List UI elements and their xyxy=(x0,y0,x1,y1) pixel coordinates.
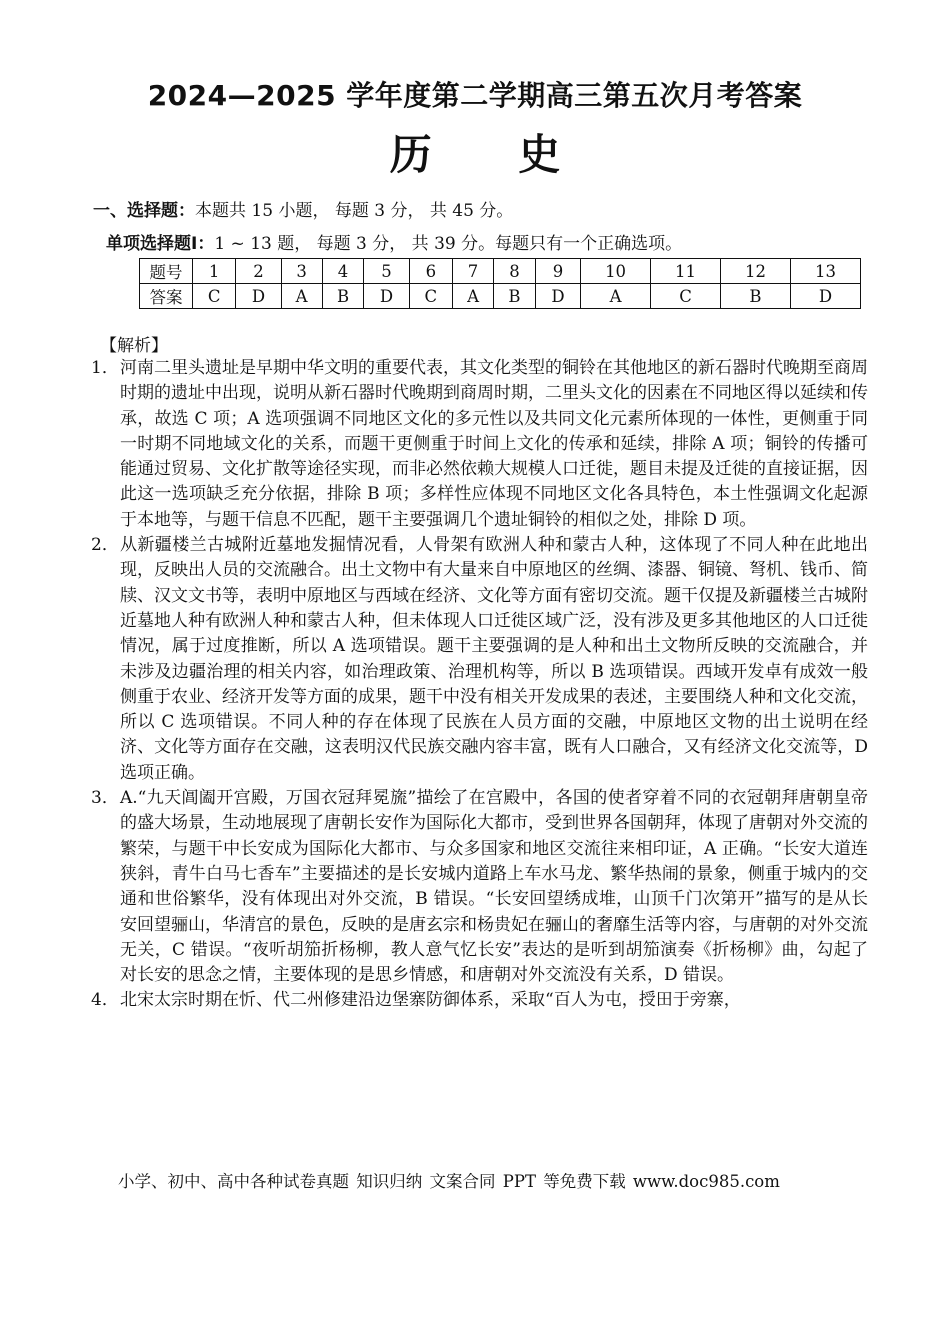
answer-cell: A xyxy=(452,284,493,309)
question-number: 4 xyxy=(322,259,364,284)
answer-cell: D xyxy=(364,284,409,309)
answer-table xyxy=(139,258,861,309)
answer-cell: D xyxy=(535,284,580,309)
answer-cell: C xyxy=(409,284,452,309)
analysis-item xyxy=(88,533,868,786)
question-number: 1 xyxy=(193,259,236,284)
page-title: 2024—2025 学年度第二学期高三第五次月考答案 xyxy=(147,79,803,112)
analysis-heading: 【解析】 xyxy=(100,336,168,356)
section-heading xyxy=(93,196,513,221)
item-number: 2． xyxy=(91,535,119,556)
question-number: 9 xyxy=(535,259,580,284)
answer-cell: B xyxy=(494,284,536,309)
answer-cell: C xyxy=(651,284,721,309)
question-number: 13 xyxy=(790,259,860,284)
question-number: 10 xyxy=(581,259,651,284)
question-number: 2 xyxy=(236,259,281,284)
analysis-item xyxy=(88,356,868,533)
subject-title: 历 史 xyxy=(389,130,597,179)
row-header-number: 题号 xyxy=(140,259,193,284)
page-footer: 小学、初中、高中各种试卷真题 知识归纳 文案合同 PPT 等免费下载 www.doc985.com xyxy=(118,1172,780,1191)
question-number: 8 xyxy=(494,259,536,284)
answer-cell: A xyxy=(281,284,322,309)
subsection-label: 单项选择题Ⅰ： xyxy=(106,234,215,254)
question-number-row xyxy=(140,259,861,284)
question-number: 11 xyxy=(651,259,721,284)
item-text: 从新疆楼兰古城附近墓地发掘情况看，人骨架有欧洲人种和蒙古人种，这体现了不同人种在此地出现，反映出人员的交流融合。出土文物中有大量来自中原地区的丝绸、漆器、铜镜、弩机、钱币、简牍、汉文文书等，表明中原地区与西域在经济、文化等方面有密切交流。题干仅提及新疆楼兰古城附近墓地人种有欧洲人种和蒙古人种，但未体现人口迁徙区域广泛，没有涉及更多其他地区的人口迁徙情况，属于过度推断，所以 A 选项错误。题干主要强调的是人种和出土文物所反映的交流融合，并未涉及边疆治理的相关内容，如治理政策、治理机构等，所以 B 选项错误。西域开发卓有成效一般侧重于农业、经济开发等方面的成果，题干中没有相关开发成果的表述，主要围绕人种和文化交流，所以 C 选项错误。不同人种的存在体现了民族在人员方面的交融，中原地区文物的出土说明在经济、文化等方面存在交融，这表明汉代民族交融内容丰富，既有人口融合，又有经济文化交流等，D 选项正确。 xyxy=(120,535,868,783)
section-label: 一、选择题： xyxy=(93,201,195,221)
subsection-text: 1 ~ 13 题， 每题 3 分， 共 39 分。每题只有一个正确选项。 xyxy=(214,234,683,254)
item-text: 北宋太宗时期在忻、代二州修建沿边堡寨防御体系，采取“百人为屯，授田于旁寨， xyxy=(120,990,741,1011)
question-number: 7 xyxy=(452,259,493,284)
answer-cell: C xyxy=(193,284,236,309)
question-number: 12 xyxy=(721,259,791,284)
question-number: 6 xyxy=(409,259,452,284)
answer-cell: B xyxy=(322,284,364,309)
analysis-list xyxy=(88,356,868,1014)
question-number: 5 xyxy=(364,259,409,284)
analysis-item xyxy=(88,786,868,988)
answer-row xyxy=(140,284,861,309)
answer-cell: D xyxy=(790,284,860,309)
item-text: 河南二里头遗址是早期中华文明的重要代表，其文化类型的铜铃在其他地区的新石器时代晚期至商周时期的遗址中出现，说明从新石器时代晚期到商周时期，二里头文化的因素在不同地区得以延续和传承，故选 C 项；A 选项强调不同地区文化的多元性以及共同文化元素所体现的一体性，更侧重于同一时期不同地域文化的关系，而题干更侧重于时间上文化的传承和延续，排除 A 项；铜铃的传播可能通过贸易、文化扩散等途径实现，而非必然依赖大规模人口迁徙，题目未提及迁徙的直接证据，因此这一选项缺乏充分依据，排除 B 项；多样性应体现不同地区文化各具特色，本土性强调文化起源于本地等，与题干信息不匹配，题干主要强调几个遗址铜铃的相似之处，排除 D 项。 xyxy=(120,358,868,530)
answer-cell: B xyxy=(721,284,791,309)
item-text: A.“九天阊阖开宫殿，万国衣冠拜冕旒”描绘了在宫殿中，各国的使者穿着不同的衣冠朝拜唐朝皇帝的盛大场景，生动地展现了唐朝长安作为国际化大都市，受到世界各国朝拜，体现了唐朝对外交流的繁荣，与题干中长安成为国际化大都市、与众多国家和地区交流往来相印证，A 正确。“长安大道连狭斜，青牛白马七香车”主要描述的是长安城内道路上车水马龙、繁华热闹的景象，侧重于城内的交通和世俗繁华，没有体现出对外交流，B 错误。“长安回望绣成堆，山顶千门次第开”描写的是从长安回望骊山，华清宫的景色，反映的是唐玄宗和杨贵妃在骊山的奢靡生活等内容，与唐朝的对外交流无关，C 错误。“夜听胡笳折杨柳，教人意气忆长安”表达的是听到胡笳演奏《折杨柳》曲，勾起了对长安的思念之情，主要体现的是思乡情感，和唐朝对外交流没有关系，D 错误。 xyxy=(120,788,868,986)
answer-cell: D xyxy=(236,284,281,309)
subsection-heading xyxy=(106,229,682,254)
section-text: 本题共 15 小题， 每题 3 分， 共 45 分。 xyxy=(195,201,514,221)
item-number: 1． xyxy=(91,358,119,378)
answer-cell: A xyxy=(581,284,651,309)
row-header-answer: 答案 xyxy=(140,284,193,309)
item-number: 3． xyxy=(91,788,119,809)
item-number: 4． xyxy=(91,990,119,1011)
analysis-item xyxy=(88,988,868,1013)
question-number: 3 xyxy=(281,259,322,284)
